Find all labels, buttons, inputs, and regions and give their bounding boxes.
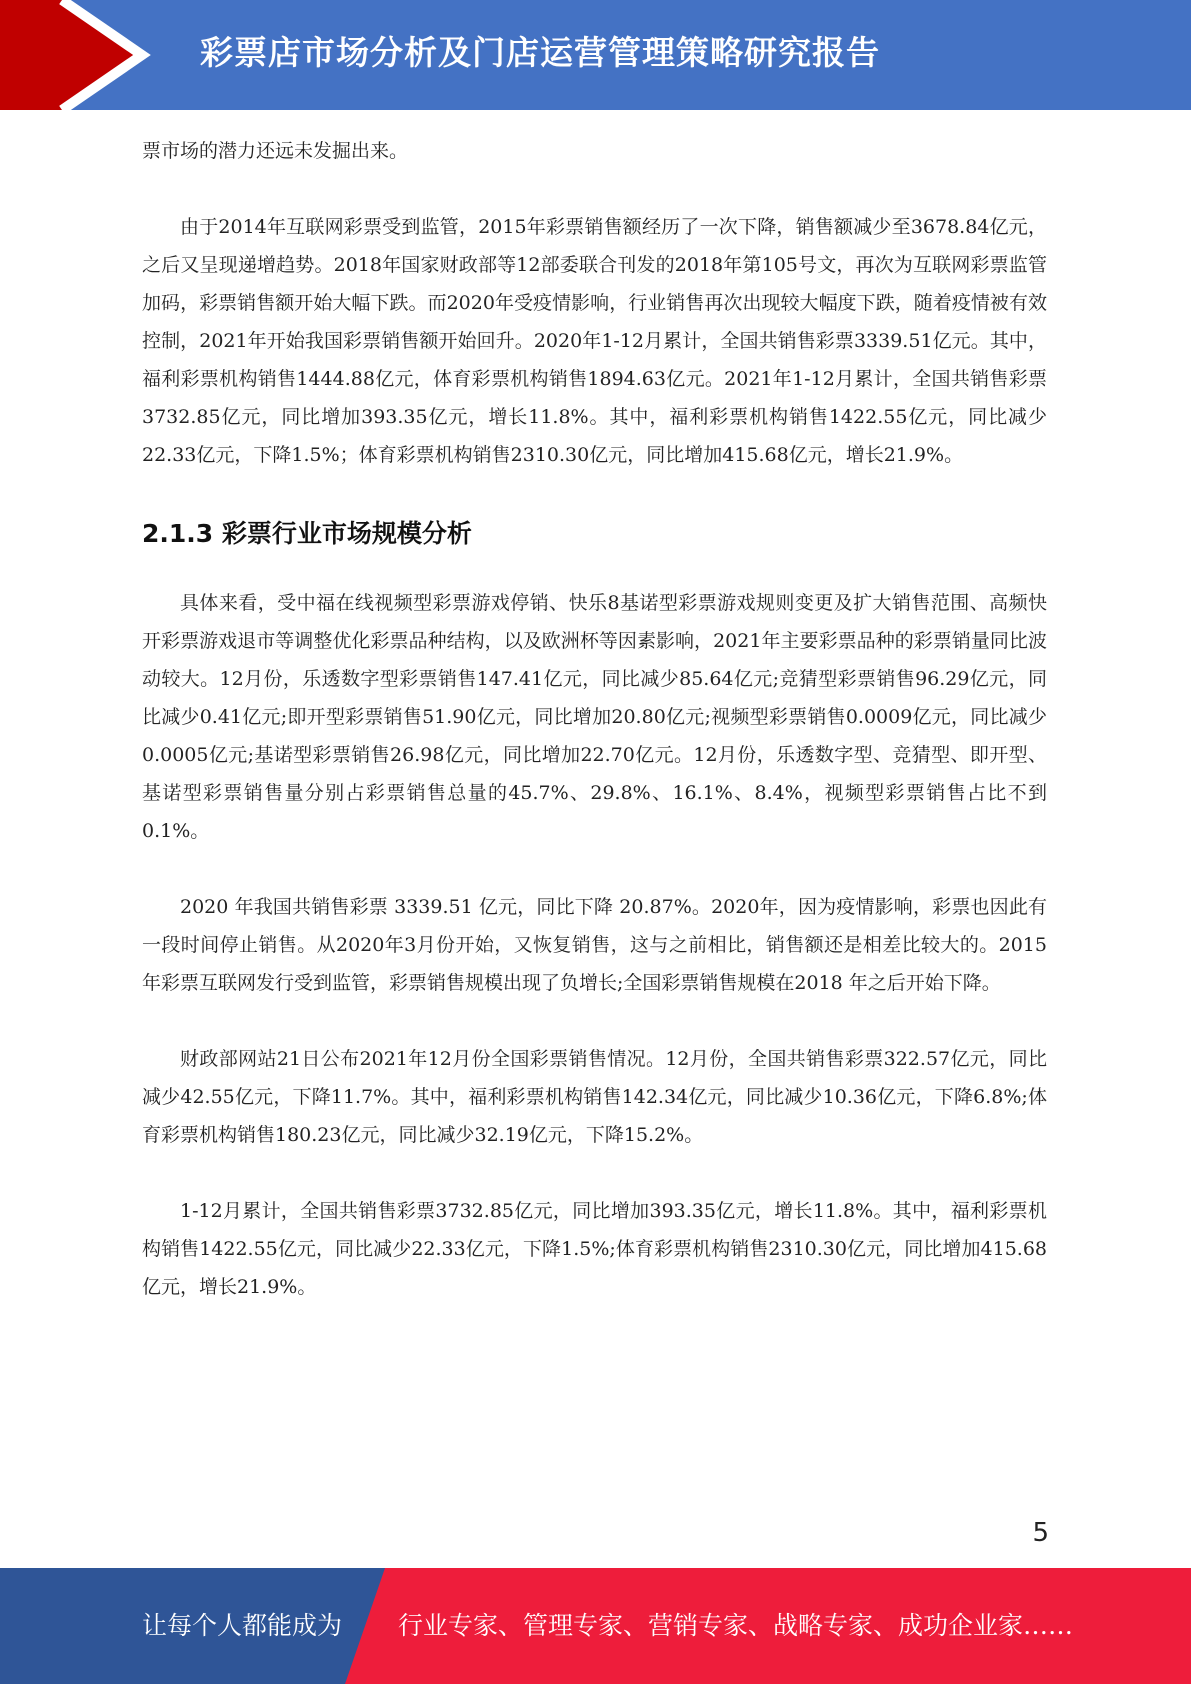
paragraph-product-breakdown: 具体来看，受中福在线视频型彩票游戏停销、快乐8基诺型彩票游戏规则变更及扩大销售范围、高频快开彩票游戏退市等调整优化彩票品种结构，以及欧洲杯等因素影响，2021年主要彩票品种的彩票销量同比波动较大。12月份，乐透数字型彩票销售147.41亿元，同比减少85.64亿元;竞猜型彩票销售96.29亿元，同比减少0.41亿元;即开型彩票销售51.90亿元，同比增加20.80亿元;视频型彩票销售0.0009亿元，同比减少0.0005亿元;基诺型彩票销售26.98亿元，同比增加22.70亿元。12月份，乐透数字型、竞猜型、即开型、基诺型彩票销售量分别占彩票销售总量的45.7%、29.8%、16.1%、8.4%，视频型彩票销售占比不到0.1%。 bbox=[142, 592, 1047, 842]
page-footer bbox=[0, 1568, 1191, 1684]
document-body bbox=[142, 132, 1047, 1306]
paragraph-2020-sales: 2020 年我国共销售彩票 3339.51 亿元，同比下降 20.87%。2020年，因为疫情影响，彩票也因此有一段时间停止销售。从2020年3月份开始，又恢复销售，这与之前相比，销售额还是相差比较大的。2015 年彩票互联网发行受到监管，彩票销售规模出现了负增长;全国彩票销售规模在2018 年之后开始下降。 bbox=[142, 896, 1047, 994]
page-header bbox=[0, 0, 1191, 110]
page-number: 5 bbox=[1032, 1518, 1049, 1548]
report-title: 彩票店市场分析及门店运营管理策略研究报告 bbox=[200, 33, 880, 72]
paragraph-december-sales: 财政部网站21日公布2021年12月份全国彩票销售情况。12月份，全国共销售彩票322.57亿元，同比减少42.55亿元，下降11.7%。其中，福利彩票机构销售142.34亿元，同比减少10.36亿元，下降6.8%;体育彩票机构销售180.23亿元，同比减少32.19亿元，下降15.2%。 bbox=[142, 1048, 1047, 1146]
paragraph-sales-history: 由于2014年互联网彩票受到监管，2015年彩票销售额经历了一次下降，销售额减少至3678.84亿元，之后又呈现递增趋势。2018年国家财政部等12部委联合刊发的2018年第105号文，再次为互联网彩票监管加码，彩票销售额开始大幅下跌。而2020年受疫情影响，行业销售再次出现较大幅度下跌，随着疫情被有效控制，2021年开始我国彩票销售额开始回升。2020年1-12月累计，全国共销售彩票3339.51亿元。其中，福利彩票机构销售1444.88亿元，体育彩票机构销售1894.63亿元。2021年1-12月累计，全国共销售彩票3732.85亿元，同比增加393.35亿元，增长11.8%。其中，福利彩票机构销售1422.55亿元，同比减少22.33亿元，下降1.5%；体育彩票机构销售2310.30亿元，同比增加415.68亿元，增长21.9%。 bbox=[142, 216, 1047, 466]
paragraph-annual-sales: 1-12月累计，全国共销售彩票3732.85亿元，同比增加393.35亿元，增长11.8%。其中，福利彩票机构销售1422.55亿元，同比减少22.33亿元，下降1.5%;体育彩票机构销售2310.30亿元，同比增加415.68亿元，增长21.9%。 bbox=[142, 1200, 1047, 1298]
header-arrow-icon bbox=[0, 0, 160, 110]
section-heading: 2.1.3 彩票行业市场规模分析 bbox=[142, 519, 472, 548]
continuation-paragraph: 票市场的潜力还远未发掘出来。 bbox=[142, 140, 409, 162]
footer-slogan-right: 行业专家、管理专家、营销专家、战略专家、成功企业家…… bbox=[398, 1611, 1074, 1640]
footer-slogan-left: 让每个人都能成为 bbox=[142, 1611, 343, 1640]
